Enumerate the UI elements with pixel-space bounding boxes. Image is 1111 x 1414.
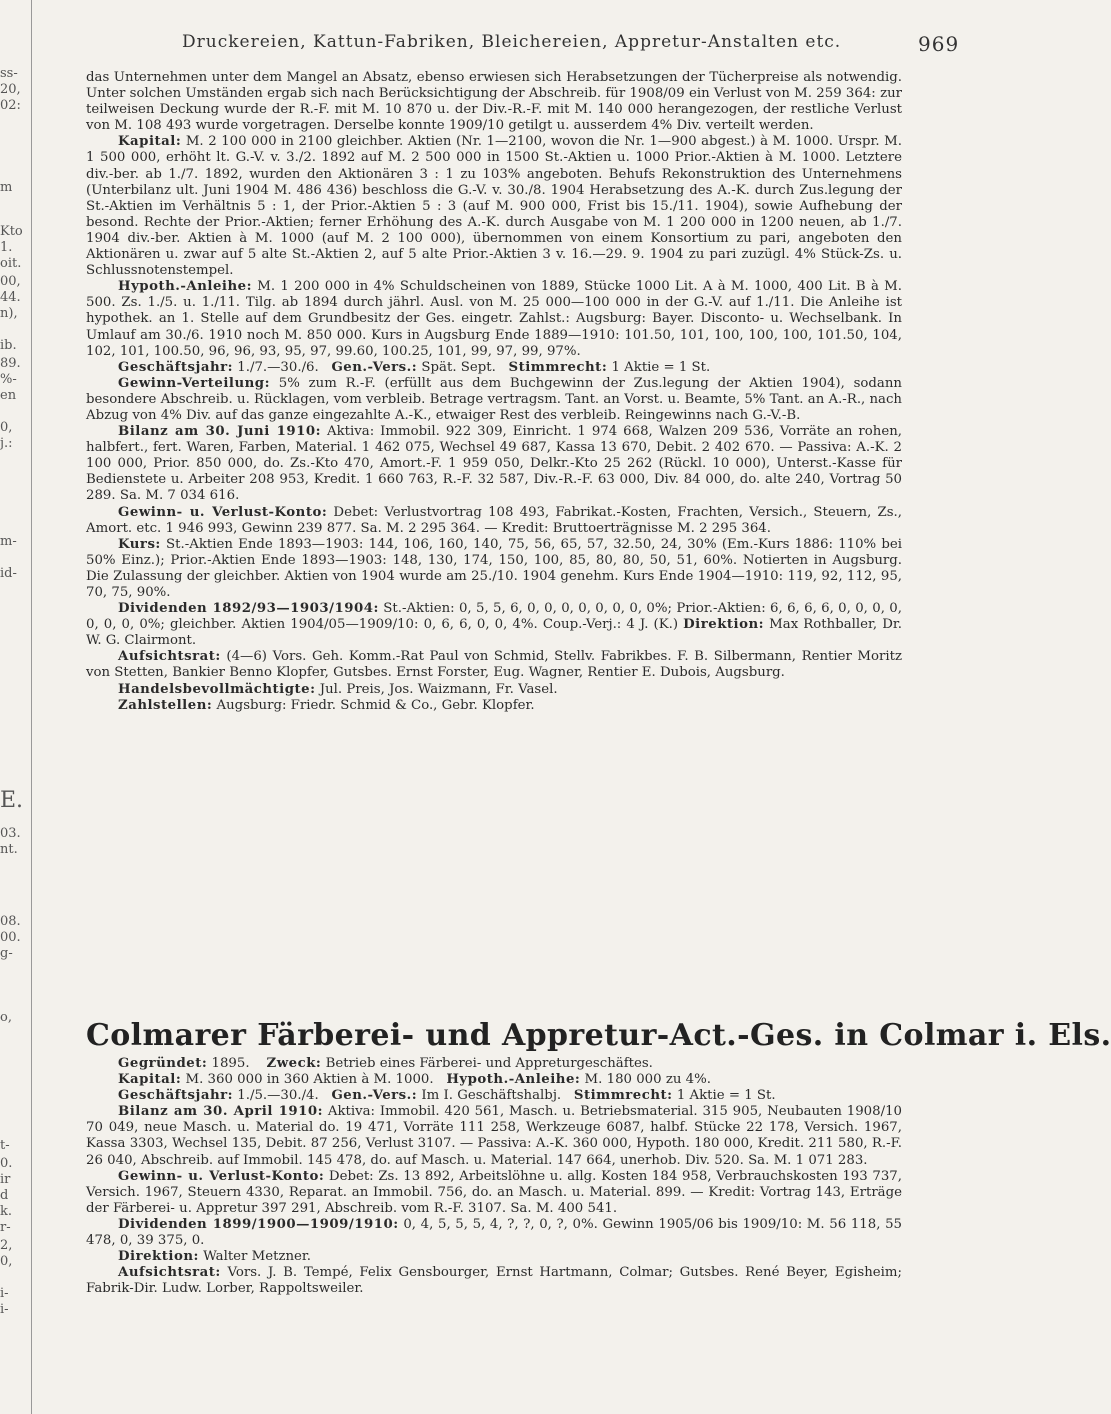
margin-fragment: r- — [0, 1220, 11, 1235]
margin-fragment: 2, — [0, 1238, 13, 1253]
hypoth-entry: Hypoth.-Anleihe: M. 1 200 000 in 4% Schuldscheinen von 1889, Stücke 1000 Lit. A à M. 1000, 400 Lit. B à M. 500. Zs. 1./5. u. 1./11. Tilg. ab 1894 durch jährl. Ausl. von M. 25 000—100 000 in der G.-V. auf 1./11. Die Anleihe ist hypothek. an 1. Stelle auf dem Grundbesitz der Ges. eingetr. Zahlst.: Augsburg: Bayer. Disconto- u. Wechselbank. In Umlauf am 30./6. 1910 noch M. 850 000. Kurs in Augsburg Ende 1889—1910: 101.50, 101, 100, 100, 100, 101.50, 104, 102, 101, 100.50, 96, 96, 93, 95, 97, 99.60, 100.25, 101, 99, 97, 99, 97%. — [86, 279, 902, 359]
margin-fragment: ss- — [0, 66, 18, 81]
margin-fragment: 1. — [0, 240, 13, 255]
margin-fragment: Kto — [0, 224, 23, 239]
margin-fragment: 00. — [0, 930, 21, 945]
running-title: Druckereien, Kattun-Fabriken, Bleichereien, Appretur-Anstalten etc. — [182, 32, 842, 52]
margin-fragment: 44. — [0, 290, 21, 305]
margin-fragment: 08. — [0, 914, 21, 929]
margin-fragment: o, — [0, 1010, 12, 1025]
bilanz-entry: Bilanz am 30. April 1910: Aktiva: Immobil. 420 561, Masch. u. Betriebsmaterial. 315 905, Neubauten 1908/10 70 049, neue Masch. u. Material do. 19 471, Vorräte 111 258, Werkzeuge 6087, halbf. Stücke 22 178, Versich. 1967, Kassa 3303, Wechsel 135, Debit. 87 256, Verlust 3107. — Passiva: A.-K. 360 000, Hypoth. 180 000, Kredit. 211 580, R.-F. 26 040, Abschreib. auf Immobil. 145 478, do. auf Masch. u. Material. 147 664, unerhob. Div. 520. Sa. M. 1 071 283. — [86, 1104, 902, 1168]
section-colmar — [86, 1056, 902, 1297]
margin-fragment: 89. — [0, 356, 21, 371]
company-title-colmar: Colmarer Färberei- und Appretur-Act.-Ges. in Colmar i. Els. — [86, 1018, 1111, 1053]
margin-fragment: id- — [0, 566, 17, 581]
dividenden-entry: Dividenden 1892/93—1903/1904: St.-Aktien: 0, 5, 5, 6, 0, 0, 0, 0, 0, 0, 0, 0%; Prior.-Aktien: 6, 6, 6, 6, 0, 0, 0, 0, 0, 0, 0, 0%; gleichber. Aktien 1904/05—1909/10: 0, 6, 6, 0, 0, 4%. Coup.-Verj.: 4 J. (K.) Direktion: Max Rothballer, Dr. W. G. Clairmont. — [86, 601, 903, 649]
guv-entry: Gewinn- u. Verlust-Konto: Debet: Verlustvortrag 108 493, Fabrikat.-Kosten, Frachten, Versich., Steuern, Zs., Amort. etc. 1 946 993, Gewinn 239 877. Sa. M. 2 295 364. — Kredit: Bruttoerträgnisse M. 2 295 364. — [86, 504, 902, 536]
margin-fragment: 02: — [0, 98, 21, 113]
left-margin-fragments — [0, 0, 24, 1414]
margin-fragment: d — [0, 1188, 9, 1203]
margin-fragment: j.: — [0, 436, 13, 451]
margin-fragment: 03. — [0, 826, 21, 841]
margin-fragment: oit. — [0, 256, 22, 271]
geschaeftsjahr-entry: Geschäftsjahr: 1./5.—30./4. Gen.-Vers.: Im I. Geschäftshalbj. Stimmrecht: 1 Aktie = 1 St. — [118, 1088, 776, 1104]
margin-fragment: m- — [0, 534, 17, 549]
aufsichtsrat-entry: Aufsichtsrat: (4—6) Vors. Geh. Komm.-Rat Paul von Schmid, Stellv. Fabrikbes. F. B. Silbermann, Rentier Moritz von Stetten, Bankier Benno Klopfer, Gutsbes. Ernst Forster, Eug. Wagner, Rentier E. Dubois, Augsburg. — [86, 649, 902, 681]
margin-fragment: k. — [0, 1204, 13, 1219]
bilanz-entry: Bilanz am 30. Juni 1910: Aktiva: Immobil. 922 309, Einricht. 1 974 668, Walzen 209 536, Vorräte an rohen, halbfert., fert. Waren, Farben, Material. 1 462 075, Wechsel 49 687, Kassa 13 670, Debit. 2 402 670. — Passiva: A.-K. 2 100 000, Prior. 850 000, do. Zs.-Kto 470, Amort.-F. 1 959 050, Delkr.-Kto 25 262 (Rückl. 10 000), Unterst.-Kasse für Bedienstete u. Arbeiter 208 953, Kredit. 1 660 763, R.-F. 32 587, Div.-R.-F. 63 000, Div. 84 000, do. alte 240, Vortrag 50 289. Sa. M. 7 034 616. — [86, 424, 902, 504]
margin-fragment: nt. — [0, 842, 18, 857]
margin-fragment: t- — [0, 1138, 10, 1153]
margin-fragment: ir — [0, 1172, 11, 1187]
kurs-entry: Kurs: St.-Aktien Ende 1893—1903: 144, 106, 160, 140, 75, 56, 65, 57, 32.50, 24, 30% (Em.-Kurs 1886: 110% bei 50% Einz.); Prior.-Aktien Ende 1893—1903: 148, 130, 174, 150, 100, 85, 80, 80, 50, 51, 60%. Notierten in Augsburg. Die Zulassung der gleichber. Aktien von 1904 wurde am 25./10. 1904 genehm. Kurs Ende 1904—1910: 119, 92, 112, 95, 70, 75, 90%. — [86, 536, 902, 600]
handelsbevollmaechtigte-entry: Handelsbevollmächtigte: Jul. Preis, Jos. Waizmann, Fr. Vasel. — [118, 681, 558, 697]
margin-fragment: E. — [0, 788, 24, 813]
gegruendet-entry: Gegründet: 1895. Zweck: Betrieb eines Färberei- und Appreturgeschäftes. — [118, 1056, 653, 1071]
geschaeftsjahr-entry: Geschäftsjahr: 1./7.—30./6. Gen.-Vers.: Spät. Sept. Stimmrecht: 1 Aktie = 1 St. — [118, 359, 711, 375]
page-header — [0, 32, 1000, 56]
margin-fragment: %- — [0, 372, 17, 387]
margin-fragment: m — [0, 180, 13, 195]
margin-fragment: 00, — [0, 274, 21, 289]
zahlstellen-entry: Zahlstellen: Augsburg: Friedr. Schmid & Co., Gebr. Klopfer. — [118, 697, 535, 713]
aufsichtsrat-entry: Aufsichtsrat: Vors. J. B. Tempé, Felix Gensbourger, Ernst Hartmann, Colmar; Gutsbes. René Beyer, Egisheim; Fabrik-Dir. Ludw. Lorber, Rappoltsweiler. — [86, 1265, 902, 1297]
intro-paragraph: das Unternehmen unter dem Mangel an Absatz, ebenso erwiesen sich Herabsetzungen der Tücherpreise als notwendig. Unter solchen Umständen ergab sich nach Berücksichtigung der Abschreib. für 1908/09 ein Verlust von M. 259 364: zur teilweisen Deckung wurde der R.-F. mit M. 10 870 u. der Div.-R.-F. mit M. 140 000 herangezogen, der restliche Verlust von M. 108 493 wurde vorgetragen. Derselbe konnte 1909/10 getilgt u. ausserdem 4% Div. verteilt werden. — [86, 70, 902, 134]
direktion-entry: Direktion: Walter Metzner. — [118, 1249, 312, 1265]
dividenden-entry: Dividenden 1899/1900—1909/1910: 0, 4, 5, 5, 5, 4, ?, ?, 0, ?, 0%. Gewinn 1905/06 bis 1909/10: M. 56 118, 55 478, 0, 39 375, 0. — [86, 1216, 902, 1249]
margin-fragment: g- — [0, 946, 13, 961]
margin-rule — [31, 0, 32, 1414]
margin-fragment: 0. — [0, 1156, 13, 1171]
page-number: 969 — [918, 32, 960, 56]
margin-fragment: n), — [0, 306, 18, 321]
gewinn-verteilung-entry: Gewinn-Verteilung: 5% zum R.-F. (erfüllt aus dem Buchgewinn der Zus.legung der Aktien 1904), sodann besondere Abschreib. u. Rücklagen, vom verbleib. Betrage vertragsm. Tant. an Vorst. u. Beamte, 5% Tant. an A.-R., nach Abzug von 4% Div. auf das ganze eingezahlte A.-K., etwaiger Rest des verbleib. Reingewinns nach G.-V.-B. — [86, 375, 902, 423]
kapital-entry: Kapital: M. 2 100 000 in 2100 gleichber. Aktien (Nr. 1—2100, wovon die Nr. 1—900 abgest.) à M. 1000. Urspr. M. 1 500 000, erhöht lt. G.-V. v. 3./2. 1892 auf M. 2 500 000 in 1500 St.-Aktien u. 1000 Prior.-Aktien à M. 1000. Letztere div.-ber. ab 1./7. 1892, wurden den Aktionären 3 : 1 zu 103% angeboten. Behufs Rekonstruktion des Unternehmens (Unterbilanz ult. Juni 1904 M. 486 436) beschloss die G.-V. v. 30./8. 1904 Herabsetzung des A.-K. durch Zus.legung der St.-Aktien im Verhältnis 5 : 1, der Prior.-Aktien 5 : 3 (auf M. 900 000, Frist bis 15./11. 1904), sowie Aufhebung der besond. Rechte der Prior.-Aktien; ferner Erhöhung des A.-K. durch Ausgabe von M. 1 200 000 in 1200 neuen, ab 1./7. 1904 div.-ber. Aktien à M. 1000 (auf M. 2 100 000), übernommen von einem Konsortium zu pari, angeboten den Aktionären u. zwar auf 5 alte St.-Aktien 2, auf 5 alte Prior.-Aktien 3 v. 16.—29. 9. 1904 zu pari zuzügl. 4% Stück-Zs. u. Schlussnotenstempel. — [86, 134, 902, 279]
margin-fragment: 0, — [0, 1254, 13, 1269]
kapital-entry: Kapital: M. 360 000 in 360 Aktien à M. 1000. Hypoth.-Anleihe: M. 180 000 zu 4%. — [118, 1072, 711, 1088]
margin-fragment: 0, — [0, 420, 13, 435]
margin-fragment: i- — [0, 1286, 9, 1301]
margin-fragment: 20, — [0, 82, 21, 97]
margin-fragment: ib. — [0, 338, 17, 353]
section-augsburg — [86, 70, 902, 714]
margin-fragment: en — [0, 388, 17, 403]
margin-fragment: i- — [0, 1302, 9, 1317]
guv-entry: Gewinn- u. Verlust-Konto: Debet: Zs. 13 892, Arbeitslöhne u. allg. Kosten 184 958, Verbrauchskosten 193 737, Versich. 1967, Steuern 4330, Reparat. an Immobil. 756, do. an Masch. u. Material. 899. — Kredit: Vortrag 143, Erträge der Färberei- u. Appretur 397 291, Abschreib. vom R.-F. 3107. Sa. M. 400 541. — [86, 1168, 902, 1216]
